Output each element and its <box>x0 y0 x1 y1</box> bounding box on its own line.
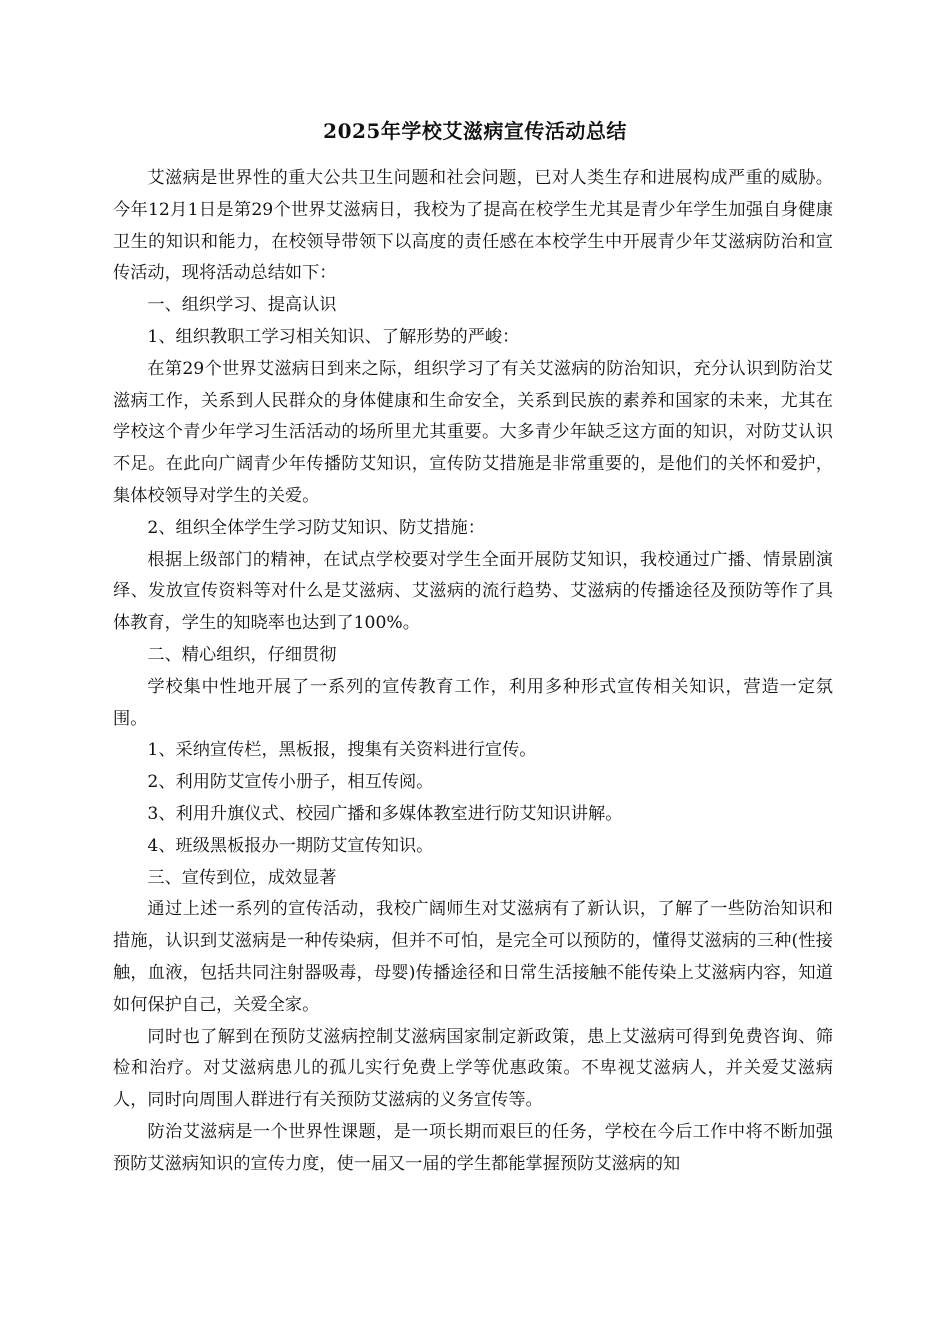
paragraph-intro: 艾滋病是世界性的重大公共卫生问题和社会问题，已对人类生存和进展构成严重的威胁。今年12月1日是第29个世界艾滋病日，我校为了提高在校学生尤其是青少年学生加强自身健康卫生的知识和能力，在校领导带领下以高度的责任感在本校学生中开展青少年艾滋病防治和宣传活动，现将活动总结如下： <box>113 168 833 284</box>
subheading-1-2: 2、组织全体学生学习防艾知识、防艾措施： <box>147 517 485 538</box>
paragraph: 通过上述一系列的宣传活动，我校广阔师生对艾滋病有了新认识，了解了一些防治知识和措施，认识到艾滋病是一种传染病，但并不可怕，是完全可以预防的，懂得艾滋病的三种(性接触，血液，包括共同注射器吸毒，母婴)传播途径和日常生活接触不能传染上艾滋病内容，知道如何保护自己，关爱全家。 <box>113 899 833 1015</box>
document-body <box>113 163 833 1181</box>
list-item: 4、班级黑板报办一期防艾宣传知识。 <box>147 835 434 856</box>
list-item: 1、采纳宣传栏，黑板报，搜集有关资料进行宣传。 <box>147 740 537 761</box>
document-title: 2025年学校艾滋病宣传活动总结 <box>323 119 627 143</box>
paragraph: 同时也了解到在预防艾滋病控制艾滋病国家制定新政策，患上艾滋病可得到免费咨询、筛检和治疗。对艾滋病患儿的孤儿实行免费上学等优惠政策。不卑视艾滋病人，并关爱艾滋病人，同时向周围人群进行有关预防艾滋病的义务宣传等。 <box>113 1026 833 1111</box>
list-item: 2、利用防艾宣传小册子，相互传阅。 <box>147 772 434 793</box>
paragraph: 在第29个世界艾滋病日到来之际，组织学习了有关艾滋病的防治知识，充分认识到防治艾滋病工作，关系到人民群众的身体健康和生命安全，关系到民族的素养和国家的未来，尤其在学校这个青少年学习生活活动的场所里尤其重要。大多青少年缺乏这方面的知识，对防艾认识不足。在此向广阔青少年传播防艾知识，宣传防艾措施是非常重要的，是他们的关怀和爱护，集体校领导对学生的关爱。 <box>113 358 833 506</box>
section-heading-3: 三、宣传到位，成效显著 <box>147 867 337 888</box>
list-item: 3、利用升旗仪式、校园广播和多媒体教室进行防艾知识讲解。 <box>147 803 623 824</box>
section-heading-1: 一、组织学习、提高认识 <box>147 295 337 316</box>
paragraph: 防治艾滋病是一个世界性课题，是一项长期而艰巨的任务，学校在今后工作中将不断加强预防艾滋病知识的宣传力度，使一届又一届的学生都能掌握预防艾滋病的知 <box>113 1121 833 1174</box>
subheading-1-1: 1、组织教职工学习相关知识、了解形势的严峻： <box>147 326 520 347</box>
paragraph: 根据上级部门的精神，在试点学校要对学生全面开展防艾知识，我校通过广播、情景剧演绎、发放宣传资料等对什么是艾滋病、艾滋病的流行趋势、艾滋病的传播途径及预防等作了具体教育，学生的知晓率也达到了100%。 <box>113 549 833 634</box>
paragraph: 学校集中性地开展了一系列的宣传教育工作，利用多种形式宣传相关知识，营造一定氛围。 <box>113 676 833 729</box>
section-heading-2: 二、精心组织，仔细贯彻 <box>147 644 337 665</box>
